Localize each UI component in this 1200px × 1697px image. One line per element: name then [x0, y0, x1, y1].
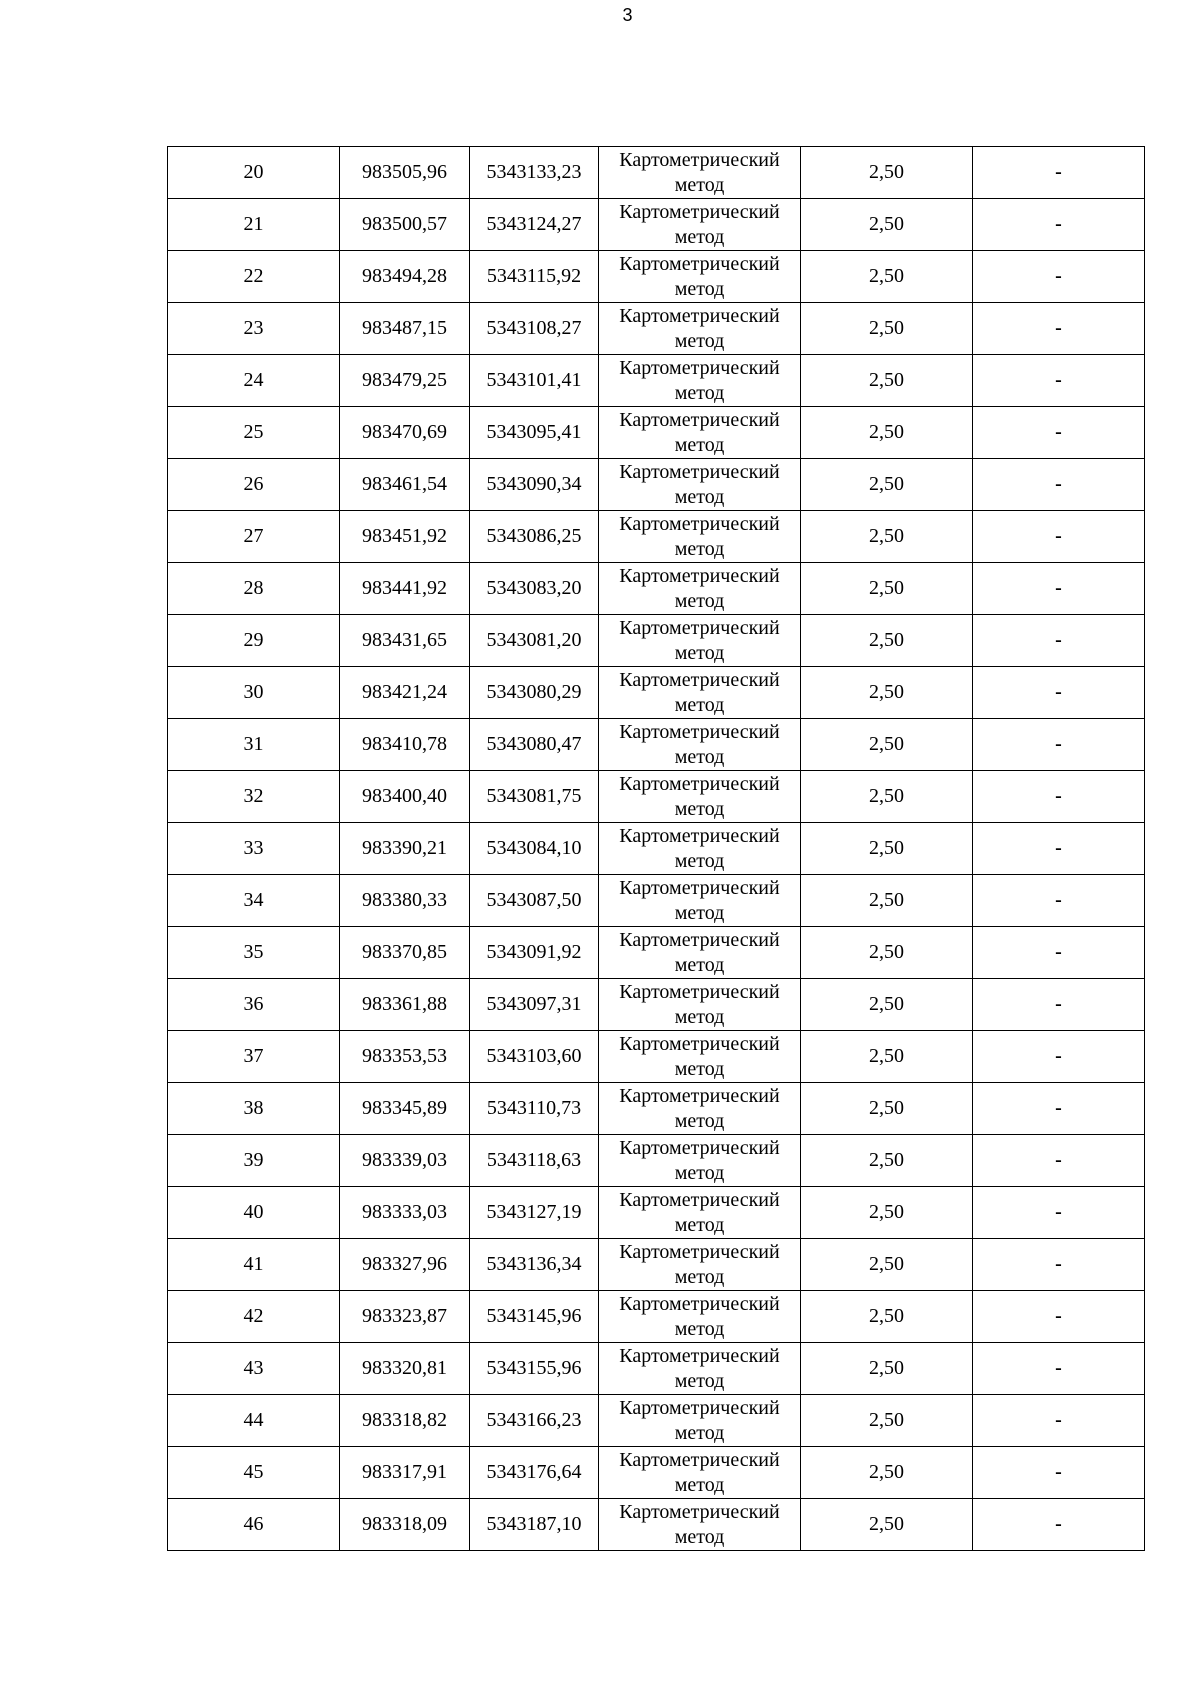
x-coordinate-cell: 983400,40: [340, 771, 470, 823]
method-label-line2: метод: [674, 485, 725, 508]
method-cell: [599, 1135, 801, 1187]
method-cell: [599, 771, 801, 823]
note-cell: -: [973, 1447, 1145, 1499]
point-number-cell: 42: [168, 1291, 340, 1343]
x-coordinate-cell: 983327,96: [340, 1239, 470, 1291]
method-label-line1: Картометрический: [619, 304, 780, 327]
y-coordinate-cell: 5343095,41: [470, 407, 599, 459]
table-row: [168, 1395, 1145, 1447]
method-label-line2: метод: [674, 1109, 725, 1132]
accuracy-cell: 2,50: [801, 1499, 973, 1551]
note-cell: -: [973, 1187, 1145, 1239]
note-cell: -: [973, 823, 1145, 875]
x-coordinate-cell: 983370,85: [340, 927, 470, 979]
method-label-line1: Картометрический: [619, 1084, 780, 1107]
accuracy-cell: 2,50: [801, 199, 973, 251]
x-coordinate-cell: 983323,87: [340, 1291, 470, 1343]
accuracy-cell: 2,50: [801, 875, 973, 927]
accuracy-cell: 2,50: [801, 563, 973, 615]
point-number-cell: 20: [168, 147, 340, 199]
accuracy-cell: 2,50: [801, 979, 973, 1031]
method-label-line2: метод: [674, 849, 725, 872]
x-coordinate-cell: 983431,65: [340, 615, 470, 667]
method-label-line2: метод: [674, 589, 725, 612]
x-coordinate-cell: 983380,33: [340, 875, 470, 927]
note-cell: -: [973, 563, 1145, 615]
method-label-line1: Картометрический: [619, 1292, 780, 1315]
x-coordinate-cell: 983421,24: [340, 667, 470, 719]
method-label-line2: метод: [674, 1421, 725, 1444]
coordinates-table: [167, 146, 1145, 1551]
y-coordinate-cell: 5343124,27: [470, 199, 599, 251]
method-cell: [599, 615, 801, 667]
point-number-cell: 31: [168, 719, 340, 771]
y-coordinate-cell: 5343127,19: [470, 1187, 599, 1239]
y-coordinate-cell: 5343155,96: [470, 1343, 599, 1395]
table-row: [168, 1187, 1145, 1239]
accuracy-cell: 2,50: [801, 719, 973, 771]
y-coordinate-cell: 5343086,25: [470, 511, 599, 563]
point-number-cell: 30: [168, 667, 340, 719]
note-cell: -: [973, 303, 1145, 355]
note-cell: -: [973, 875, 1145, 927]
method-label-line1: Картометрический: [619, 772, 780, 795]
point-number-cell: 36: [168, 979, 340, 1031]
method-label-line2: метод: [674, 797, 725, 820]
table-row: [168, 823, 1145, 875]
accuracy-cell: 2,50: [801, 1135, 973, 1187]
point-number-cell: 34: [168, 875, 340, 927]
method-label-line1: Картометрический: [619, 824, 780, 847]
point-number-cell: 27: [168, 511, 340, 563]
method-label-line1: Картометрический: [619, 148, 780, 171]
method-label-line2: метод: [674, 329, 725, 352]
x-coordinate-cell: 983339,03: [340, 1135, 470, 1187]
method-cell: [599, 563, 801, 615]
x-coordinate-cell: 983353,53: [340, 1031, 470, 1083]
table-row: [168, 875, 1145, 927]
x-coordinate-cell: 983479,25: [340, 355, 470, 407]
method-label-line2: метод: [674, 537, 725, 560]
accuracy-cell: 2,50: [801, 667, 973, 719]
point-number-cell: 26: [168, 459, 340, 511]
table-row: [168, 147, 1145, 199]
accuracy-cell: 2,50: [801, 1291, 973, 1343]
point-number-cell: 25: [168, 407, 340, 459]
y-coordinate-cell: 5343176,64: [470, 1447, 599, 1499]
method-label-line1: Картометрический: [619, 564, 780, 587]
point-number-cell: 33: [168, 823, 340, 875]
table-row: [168, 719, 1145, 771]
method-label-line2: метод: [674, 1213, 725, 1236]
y-coordinate-cell: 5343145,96: [470, 1291, 599, 1343]
table-row: [168, 1447, 1145, 1499]
point-number-cell: 28: [168, 563, 340, 615]
method-cell: [599, 511, 801, 563]
table-row: [168, 771, 1145, 823]
note-cell: -: [973, 1135, 1145, 1187]
table-row: [168, 355, 1145, 407]
method-label-line2: метод: [674, 641, 725, 664]
method-cell: [599, 927, 801, 979]
point-number-cell: 24: [168, 355, 340, 407]
table-row: [168, 667, 1145, 719]
point-number-cell: 37: [168, 1031, 340, 1083]
point-number-cell: 22: [168, 251, 340, 303]
x-coordinate-cell: 983390,21: [340, 823, 470, 875]
note-cell: -: [973, 615, 1145, 667]
point-number-cell: 38: [168, 1083, 340, 1135]
method-label-line2: метод: [674, 901, 725, 924]
method-label-line2: метод: [674, 1161, 725, 1184]
method-label-line2: метод: [674, 277, 725, 300]
method-label-line2: метод: [674, 1317, 725, 1340]
point-number-cell: 23: [168, 303, 340, 355]
method-label-line1: Картометрический: [619, 512, 780, 535]
point-number-cell: 43: [168, 1343, 340, 1395]
method-cell: [599, 251, 801, 303]
accuracy-cell: 2,50: [801, 459, 973, 511]
method-label-line2: метод: [674, 381, 725, 404]
method-cell: [599, 407, 801, 459]
table-row: [168, 1239, 1145, 1291]
method-label-line1: Картометрический: [619, 720, 780, 743]
note-cell: -: [973, 355, 1145, 407]
method-cell: [599, 1187, 801, 1239]
method-cell: [599, 1083, 801, 1135]
y-coordinate-cell: 5343101,41: [470, 355, 599, 407]
y-coordinate-cell: 5343083,20: [470, 563, 599, 615]
table-row: [168, 563, 1145, 615]
note-cell: -: [973, 771, 1145, 823]
y-coordinate-cell: 5343115,92: [470, 251, 599, 303]
y-coordinate-cell: 5343090,34: [470, 459, 599, 511]
method-label-line1: Картометрический: [619, 408, 780, 431]
method-cell: [599, 1395, 801, 1447]
y-coordinate-cell: 5343108,27: [470, 303, 599, 355]
method-cell: [599, 459, 801, 511]
method-label-line1: Картометрический: [619, 200, 780, 223]
table-row: [168, 251, 1145, 303]
method-label-line1: Картометрический: [619, 1188, 780, 1211]
accuracy-cell: 2,50: [801, 1083, 973, 1135]
method-label-line1: Картометрический: [619, 616, 780, 639]
y-coordinate-cell: 5343097,31: [470, 979, 599, 1031]
method-label-line1: Картометрический: [619, 1500, 780, 1523]
accuracy-cell: 2,50: [801, 823, 973, 875]
y-coordinate-cell: 5343087,50: [470, 875, 599, 927]
method-cell: [599, 1499, 801, 1551]
y-coordinate-cell: 5343080,47: [470, 719, 599, 771]
method-cell: [599, 1343, 801, 1395]
method-cell: [599, 1447, 801, 1499]
accuracy-cell: 2,50: [801, 355, 973, 407]
x-coordinate-cell: 983345,89: [340, 1083, 470, 1135]
x-coordinate-cell: 983487,15: [340, 303, 470, 355]
method-label-line2: метод: [674, 1265, 725, 1288]
method-label-line2: метод: [674, 1473, 725, 1496]
accuracy-cell: 2,50: [801, 1447, 973, 1499]
table-row: [168, 407, 1145, 459]
method-label-line1: Картометрический: [619, 1032, 780, 1055]
accuracy-cell: 2,50: [801, 1239, 973, 1291]
table-row: [168, 979, 1145, 1031]
method-label-line1: Картометрический: [619, 1396, 780, 1419]
point-number-cell: 44: [168, 1395, 340, 1447]
y-coordinate-cell: 5343110,73: [470, 1083, 599, 1135]
x-coordinate-cell: 983441,92: [340, 563, 470, 615]
method-label-line2: метод: [674, 173, 725, 196]
method-cell: [599, 147, 801, 199]
note-cell: -: [973, 1291, 1145, 1343]
method-label-line1: Картометрический: [619, 1240, 780, 1263]
method-cell: [599, 1239, 801, 1291]
table-row: [168, 199, 1145, 251]
table-row: [168, 927, 1145, 979]
method-cell: [599, 875, 801, 927]
method-label-line2: метод: [674, 1057, 725, 1080]
note-cell: -: [973, 979, 1145, 1031]
method-label-line2: метод: [674, 433, 725, 456]
method-label-line2: метод: [674, 1005, 725, 1028]
coordinates-table-body: [168, 147, 1145, 1551]
table-row: [168, 615, 1145, 667]
note-cell: -: [973, 1239, 1145, 1291]
note-cell: -: [973, 459, 1145, 511]
note-cell: -: [973, 147, 1145, 199]
y-coordinate-cell: 5343187,10: [470, 1499, 599, 1551]
table-row: [168, 303, 1145, 355]
accuracy-cell: 2,50: [801, 771, 973, 823]
accuracy-cell: 2,50: [801, 1343, 973, 1395]
accuracy-cell: 2,50: [801, 1031, 973, 1083]
y-coordinate-cell: 5343081,75: [470, 771, 599, 823]
table-row: [168, 511, 1145, 563]
method-cell: [599, 199, 801, 251]
method-label-line1: Картометрический: [619, 252, 780, 275]
method-label-line1: Картометрический: [619, 460, 780, 483]
note-cell: -: [973, 1395, 1145, 1447]
y-coordinate-cell: 5343084,10: [470, 823, 599, 875]
method-label-line2: метод: [674, 745, 725, 768]
method-label-line1: Картометрический: [619, 356, 780, 379]
y-coordinate-cell: 5343080,29: [470, 667, 599, 719]
x-coordinate-cell: 983318,82: [340, 1395, 470, 1447]
method-cell: [599, 719, 801, 771]
point-number-cell: 21: [168, 199, 340, 251]
y-coordinate-cell: 5343166,23: [470, 1395, 599, 1447]
x-coordinate-cell: 983470,69: [340, 407, 470, 459]
point-number-cell: 35: [168, 927, 340, 979]
point-number-cell: 32: [168, 771, 340, 823]
y-coordinate-cell: 5343091,92: [470, 927, 599, 979]
method-cell: [599, 823, 801, 875]
method-cell: [599, 979, 801, 1031]
method-cell: [599, 355, 801, 407]
method-label-line1: Картометрический: [619, 1448, 780, 1471]
point-number-cell: 29: [168, 615, 340, 667]
table-row: [168, 1291, 1145, 1343]
point-number-cell: 45: [168, 1447, 340, 1499]
y-coordinate-cell: 5343118,63: [470, 1135, 599, 1187]
x-coordinate-cell: 983500,57: [340, 199, 470, 251]
x-coordinate-cell: 983505,96: [340, 147, 470, 199]
x-coordinate-cell: 983320,81: [340, 1343, 470, 1395]
accuracy-cell: 2,50: [801, 147, 973, 199]
accuracy-cell: 2,50: [801, 927, 973, 979]
method-cell: [599, 303, 801, 355]
table-row: [168, 1083, 1145, 1135]
note-cell: -: [973, 1083, 1145, 1135]
note-cell: -: [973, 199, 1145, 251]
y-coordinate-cell: 5343136,34: [470, 1239, 599, 1291]
method-label-line2: метод: [674, 1525, 725, 1548]
x-coordinate-cell: 983333,03: [340, 1187, 470, 1239]
point-number-cell: 41: [168, 1239, 340, 1291]
accuracy-cell: 2,50: [801, 1187, 973, 1239]
method-label-line1: Картометрический: [619, 980, 780, 1003]
table-row: [168, 1499, 1145, 1551]
x-coordinate-cell: 983361,88: [340, 979, 470, 1031]
accuracy-cell: 2,50: [801, 615, 973, 667]
x-coordinate-cell: 983461,54: [340, 459, 470, 511]
page-number: 3: [622, 5, 633, 25]
accuracy-cell: 2,50: [801, 303, 973, 355]
note-cell: -: [973, 927, 1145, 979]
method-label-line1: Картометрический: [619, 928, 780, 951]
point-number-cell: 46: [168, 1499, 340, 1551]
x-coordinate-cell: 983451,92: [340, 511, 470, 563]
method-label-line2: метод: [674, 953, 725, 976]
note-cell: -: [973, 511, 1145, 563]
method-label-line1: Картометрический: [619, 668, 780, 691]
method-cell: [599, 667, 801, 719]
table-row: [168, 1031, 1145, 1083]
method-label-line1: Картометрический: [619, 876, 780, 899]
table-row: [168, 459, 1145, 511]
note-cell: -: [973, 1031, 1145, 1083]
y-coordinate-cell: 5343103,60: [470, 1031, 599, 1083]
note-cell: -: [973, 1499, 1145, 1551]
table-row: [168, 1135, 1145, 1187]
accuracy-cell: 2,50: [801, 511, 973, 563]
method-label-line2: метод: [674, 225, 725, 248]
x-coordinate-cell: 983317,91: [340, 1447, 470, 1499]
point-number-cell: 39: [168, 1135, 340, 1187]
y-coordinate-cell: 5343133,23: [470, 147, 599, 199]
method-cell: [599, 1291, 801, 1343]
y-coordinate-cell: 5343081,20: [470, 615, 599, 667]
accuracy-cell: 2,50: [801, 251, 973, 303]
x-coordinate-cell: 983318,09: [340, 1499, 470, 1551]
table-row: [168, 1343, 1145, 1395]
x-coordinate-cell: 983494,28: [340, 251, 470, 303]
note-cell: -: [973, 719, 1145, 771]
method-label-line1: Картометрический: [619, 1136, 780, 1159]
point-number-cell: 40: [168, 1187, 340, 1239]
note-cell: -: [973, 251, 1145, 303]
method-label-line2: метод: [674, 693, 725, 716]
x-coordinate-cell: 983410,78: [340, 719, 470, 771]
note-cell: -: [973, 407, 1145, 459]
accuracy-cell: 2,50: [801, 407, 973, 459]
method-label-line2: метод: [674, 1369, 725, 1392]
method-label-line1: Картометрический: [619, 1344, 780, 1367]
accuracy-cell: 2,50: [801, 1395, 973, 1447]
note-cell: -: [973, 1343, 1145, 1395]
method-cell: [599, 1031, 801, 1083]
note-cell: -: [973, 667, 1145, 719]
